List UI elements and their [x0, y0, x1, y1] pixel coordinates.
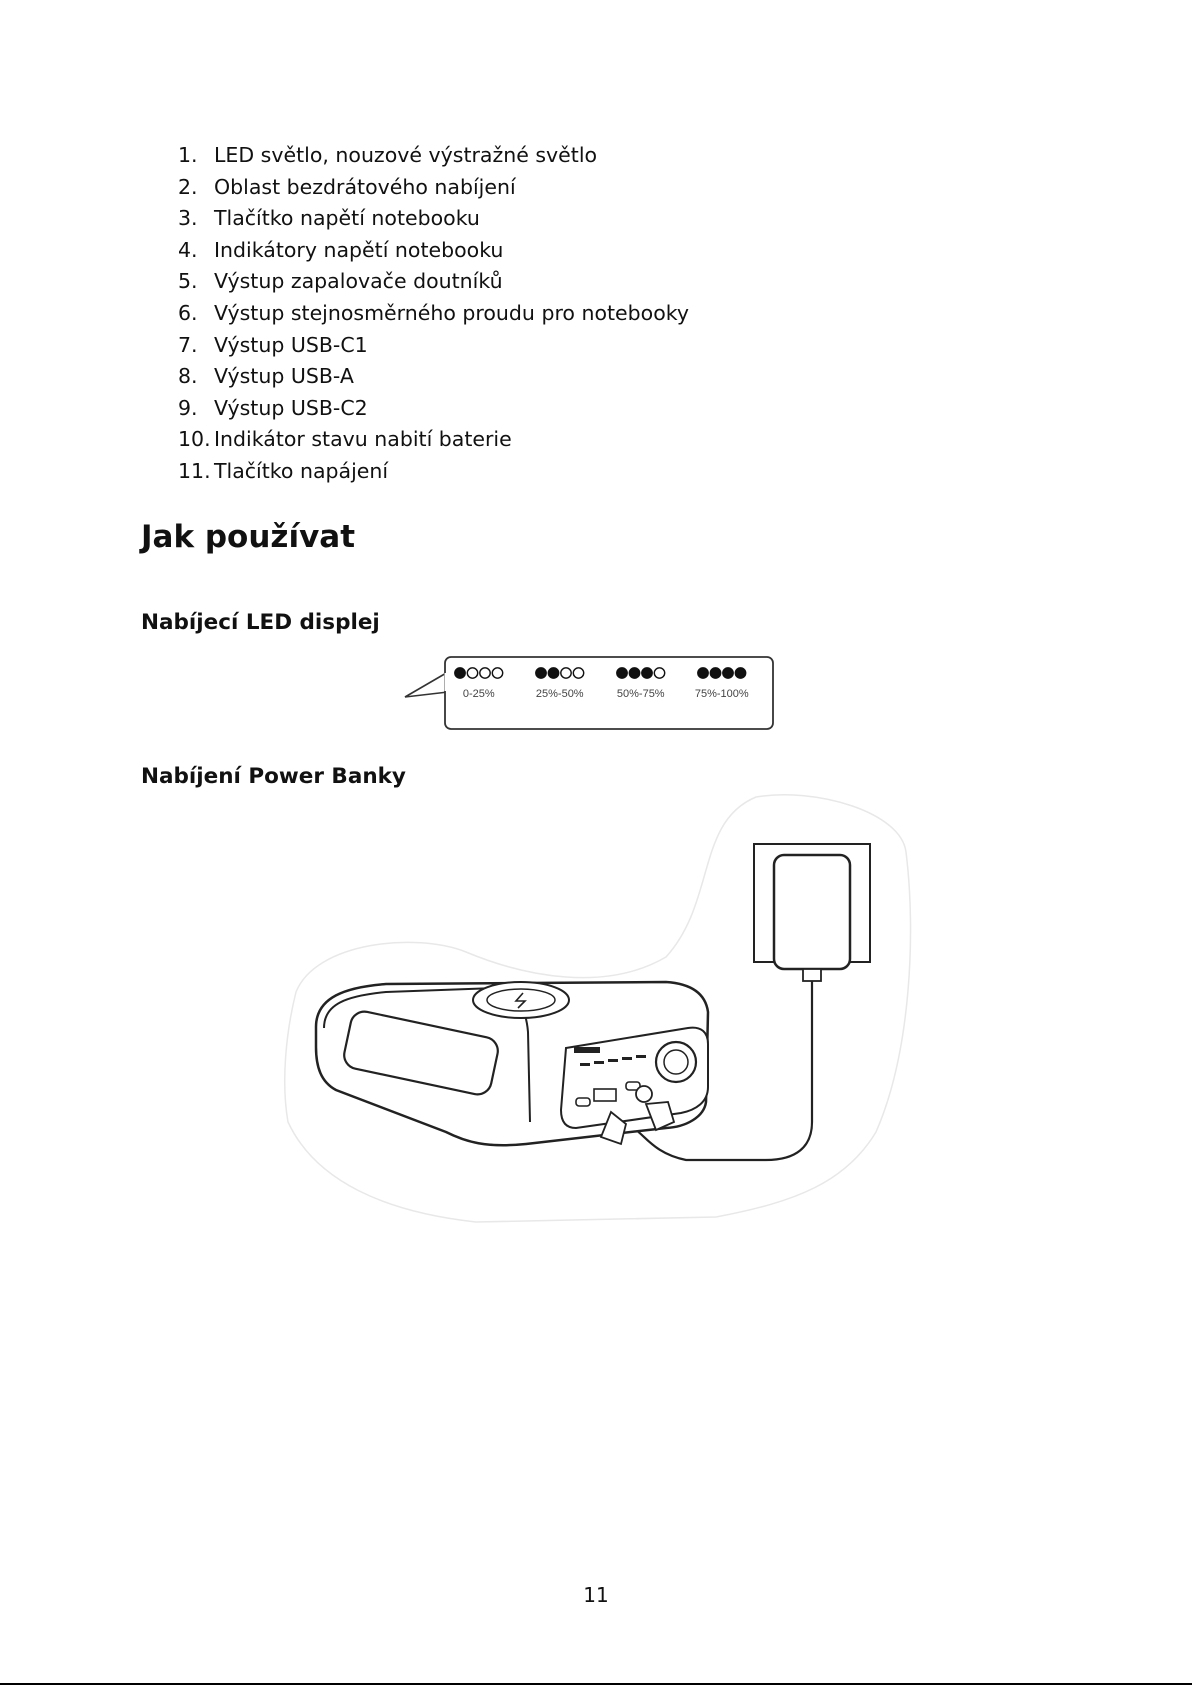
list-item-text: LED světlo, nouzové výstražné světlo: [214, 143, 598, 167]
list-item-number: 9.: [178, 395, 198, 420]
list-item: [178, 140, 689, 172]
led-dot-on: [548, 668, 558, 678]
dc-output-port: [636, 1086, 652, 1102]
led-dot-on: [698, 668, 708, 678]
list-item-number: 5.: [178, 269, 198, 294]
list-item-number: 11.: [178, 458, 211, 483]
list-item-number: 10.: [178, 427, 211, 452]
charging-heading: Nabíjení Power Banky: [141, 764, 406, 789]
component-list: [178, 140, 689, 488]
power-bank-charging-illustration: [276, 792, 912, 1228]
led-display-callout: [405, 672, 448, 697]
section-title: Jak používat: [141, 519, 356, 555]
list-item: [178, 393, 689, 425]
list-item-text: Výstup zapalovače doutníků: [214, 269, 503, 294]
list-item-number: 3.: [178, 206, 198, 231]
led-dot-off: [561, 668, 571, 678]
led-level-label: 25%-50%: [535, 688, 584, 700]
led-display-diagram: [400, 652, 780, 732]
list-item: [178, 424, 689, 456]
list-item-text: Indikátory napětí notebooku: [214, 237, 504, 262]
list-item: [178, 298, 689, 330]
led-dot-on: [735, 668, 745, 678]
list-item-text: Tlačítko napětí notebooku: [214, 206, 480, 231]
led-dot-off: [492, 668, 502, 678]
usb-c-port: [576, 1098, 590, 1106]
power-bank: [316, 982, 708, 1145]
list-item-text: Výstup USB-A: [214, 364, 354, 389]
usb-a-port: [594, 1089, 616, 1101]
led-dot-on: [710, 668, 720, 678]
list-item-number: 6.: [178, 300, 198, 325]
list-item: [178, 330, 689, 362]
led-display-heading: Nabíjecí LED displej: [141, 610, 380, 635]
list-item-number: 2.: [178, 174, 198, 199]
list-item: [178, 266, 689, 298]
list-item-text: Výstup USB-C1: [214, 332, 368, 357]
led-level-label: 0-25%: [462, 688, 495, 700]
led-level-label: 75%-100%: [694, 688, 749, 700]
wall-outlet: [754, 844, 870, 981]
list-item-number: 7.: [178, 332, 198, 357]
list-item-number: 1.: [178, 143, 198, 167]
led-dot-on: [723, 668, 733, 678]
list-item-text: Tlačítko napájení: [214, 458, 389, 483]
list-item-text: Výstup stejnosměrného proudu pro notebooky: [214, 300, 690, 325]
list-item: [178, 456, 689, 488]
list-item: [178, 203, 689, 235]
led-dot-on: [642, 668, 652, 678]
list-item-text: Indikátor stavu nabití baterie: [214, 427, 512, 452]
led-level-label: 50%-75%: [616, 688, 665, 700]
led-dot-off: [467, 668, 477, 678]
led-dot-on: [617, 668, 627, 678]
list-item: [178, 172, 689, 204]
led-dot-off: [573, 668, 583, 678]
list-item-number: 8.: [178, 364, 198, 389]
list-item: [178, 361, 689, 393]
list-item-number: 4.: [178, 237, 198, 262]
list-item: [178, 235, 689, 267]
list-item-text: Oblast bezdrátového nabíjení: [214, 174, 516, 199]
led-dot-on: [455, 668, 465, 678]
list-item-text: Výstup USB-C2: [214, 395, 368, 420]
led-dot-on: [536, 668, 546, 678]
led-dot-off: [654, 668, 664, 678]
page-number: 11: [583, 1583, 609, 1607]
led-dot-on: [629, 668, 639, 678]
led-dot-off: [480, 668, 490, 678]
